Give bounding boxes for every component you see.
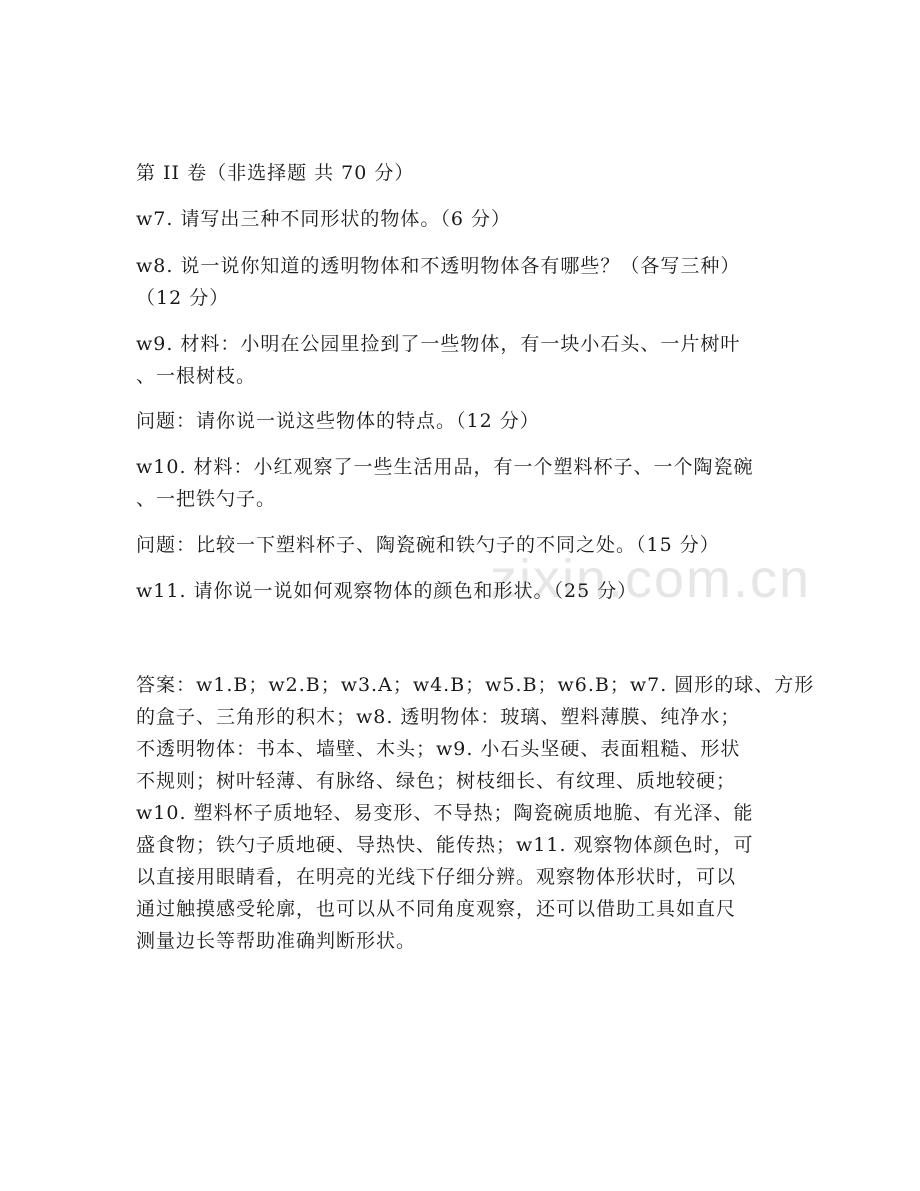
answer-line: 通过触摸感受轮廓，也可以从不同角度观察，还可以借助工具如直尺 [136,898,737,920]
answer-line: 以直接用眼睛看，在明亮的光线下仔细分辨。观察物体形状时，可以 [136,866,737,888]
answer-line: 不规则；树叶轻薄、有脉络、绿色；树枝细长、有纹理、质地较硬； [136,770,737,792]
question-9-line-1: w9. 材料：小明在公园里捡到了一些物体，有一块小石头、一片树叶 [136,333,741,355]
question-7: w7. 请写出三种不同形状的物体。（6 分） [136,208,512,230]
question-8-line-1: w8. 说一说你知道的透明物体和不透明物体各有哪些？（各写三种） [136,255,741,277]
section-title: 第 II 卷（非选择题 共 70 分） [136,162,415,184]
question-8-line-2: （12 分） [136,287,230,309]
watermark: zixin.com.cn [490,549,812,609]
question-9-line-2: 、一根树枝。 [136,365,257,387]
question-10-prompt: 问题：比较一下塑料杯子、陶瓷碗和铁勺子的不同之处。（15 分） [136,534,720,556]
question-9-prompt: 问题：请你说一说这些物体的特点。（12 分） [136,410,540,432]
answer-line: 答案：w1.B；w2.B；w3.A；w4.B；w5.B；w6.B；w7. 圆形的球、方形 [136,674,815,696]
answer-line: w10. 塑料杯子质地轻、易变形、不导热；陶瓷碗质地脆、有光泽、能 [136,802,754,824]
answer-line: 的盒子、三角形的积木；w8. 透明物体：玻璃、塑料薄膜、纯净水； [136,706,741,728]
question-10-line-2: 、一把铁勺子。 [136,488,277,510]
question-10-line-1: w10. 材料：小红观察了一些生活用品，有一个塑料杯子、一个陶瓷碗 [136,456,754,478]
question-11: w11. 请你说一说如何观察物体的颜色和形状。（25 分） [136,580,638,602]
answer-line: 盛食物；铁勺子质地硬、导热快、能传热；w11. 观察物体颜色时，可 [136,834,754,856]
answer-line: 测量边长等帮助准确判断形状。 [136,930,417,952]
answer-line: 不透明物体：书本、墙壁、木头；w9. 小石头坚硬、表面粗糙、形状 [136,738,741,760]
